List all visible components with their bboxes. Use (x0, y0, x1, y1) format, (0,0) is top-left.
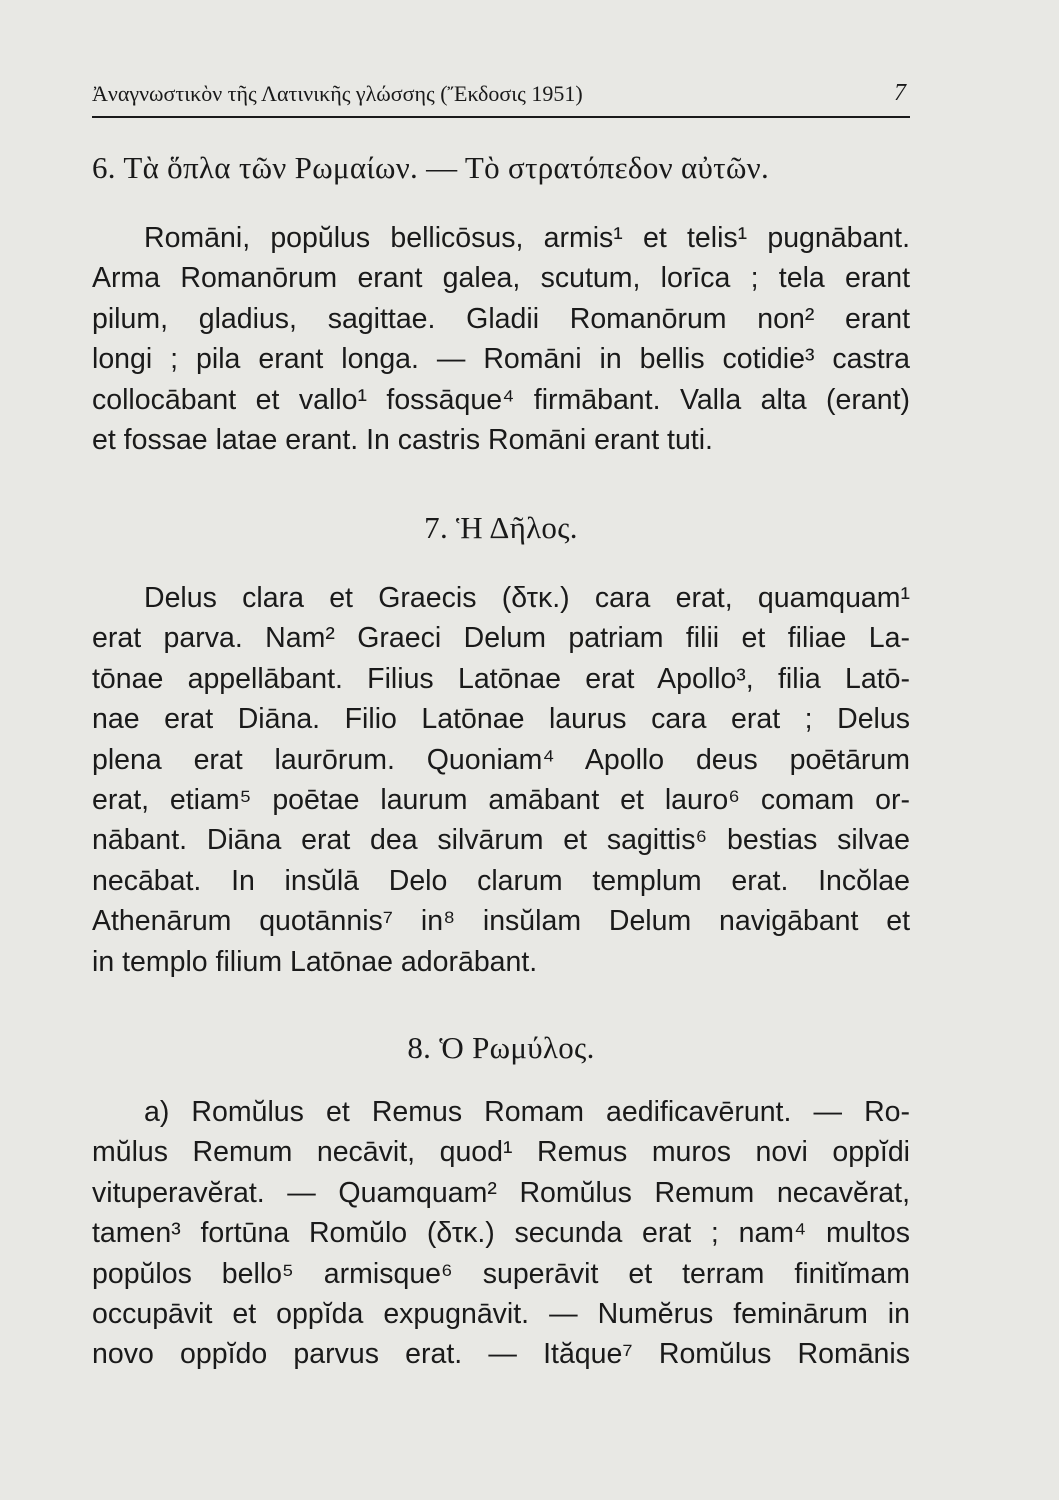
section-title-6: 6. Τὰ ὅπλα τῶν Ρωμαίων. — Τὸ στρατόπεδον αὐτῶν. (92, 150, 770, 185)
text-line: popŭlos bello⁵ armisque⁶ superāvit et terram finitĭmam (92, 1257, 910, 1290)
text-line: novo oppĭdo parvus erat. — Ităque⁷ Romŭlus Romānis (92, 1338, 910, 1371)
text-line: Romāni, popŭlus bellicōsus, armis¹ et telis¹ pugnābant. (144, 222, 910, 254)
text-line: a) Romŭlus et Remus Romam aedificavērunt. — Ro- (144, 1096, 910, 1128)
text-line: tōnae appellābant. Filius Latōnae erat Apollo³, filia Latō- (92, 662, 910, 695)
text-line: nābant. Diāna erat dea silvārum et sagittis⁶ bestias silvae (92, 824, 910, 857)
section-8-paragraph (92, 1092, 910, 1375)
text-line: Athenārum quotānnis⁷ in⁸ insŭlam Delum navigābant et (92, 905, 910, 938)
page-number: 7 (894, 80, 906, 106)
text-line: plena erat laurōrum. Quoniam⁴ Apollo deus poētārum (92, 743, 910, 776)
text-line: tamen³ fortūna Romŭlo (δτκ.) secunda erat ; nam⁴ multos (92, 1217, 910, 1250)
text-line: longi ; pila erant longa. — Romāni in bellis cotidie³ castra (92, 343, 910, 376)
text-line: in templo filium Latōnae adorābant. (92, 945, 538, 978)
text-line: Delus clara et Graecis (δτκ.) cara erat, quamquam¹ (144, 582, 910, 614)
header-rule (92, 116, 910, 118)
section-title-8: 8. Ὁ Ρωμύλος. (407, 1030, 595, 1065)
running-head (92, 80, 910, 107)
text-line: Arma Romanōrum erant galea, scutum, lorīca ; tela erant (92, 262, 910, 295)
text-line: mŭlus Remum necāvit, quod¹ Remus muros novi oppĭdi (92, 1136, 910, 1169)
section-6-paragraph (92, 218, 910, 460)
text-line: erat parva. Nam² Graeci Delum patriam filii et filiae La- (92, 622, 910, 655)
running-title: Ἀναγνωστικὸν τῆς Λατινικῆς γλώσσης (Ἔκδοσις 1951) (92, 81, 583, 106)
text-line: pilum, gladius, sagittae. Gladii Romanōrum non² erant (92, 302, 910, 335)
section-title-7: 7. Ἡ Δῆλος. (424, 510, 578, 545)
text-line: et fossae latae erant. In castris Romāni erant tuti. (92, 424, 713, 457)
text-line: vituperavĕrat. — Quamquam² Romŭlus Remum necavĕrat, (92, 1176, 910, 1209)
text-line: erat, etiam⁵ poētae laurum amābant et lauro⁶ comam or- (92, 784, 910, 817)
text-line: nae erat Diāna. Filio Latōnae laurus cara erat ; Delus (92, 703, 910, 736)
text-line: collocābant et vallo¹ fossāque⁴ firmābant. Valla alta (erant) (92, 383, 910, 416)
text-line: occupāvit et oppĭda expugnāvit. — Numĕrus feminārum in (92, 1298, 910, 1331)
text-line: necābat. In insŭlā Delo clarum templum erat. Incŏlae (92, 864, 910, 897)
section-7-paragraph (92, 578, 910, 982)
